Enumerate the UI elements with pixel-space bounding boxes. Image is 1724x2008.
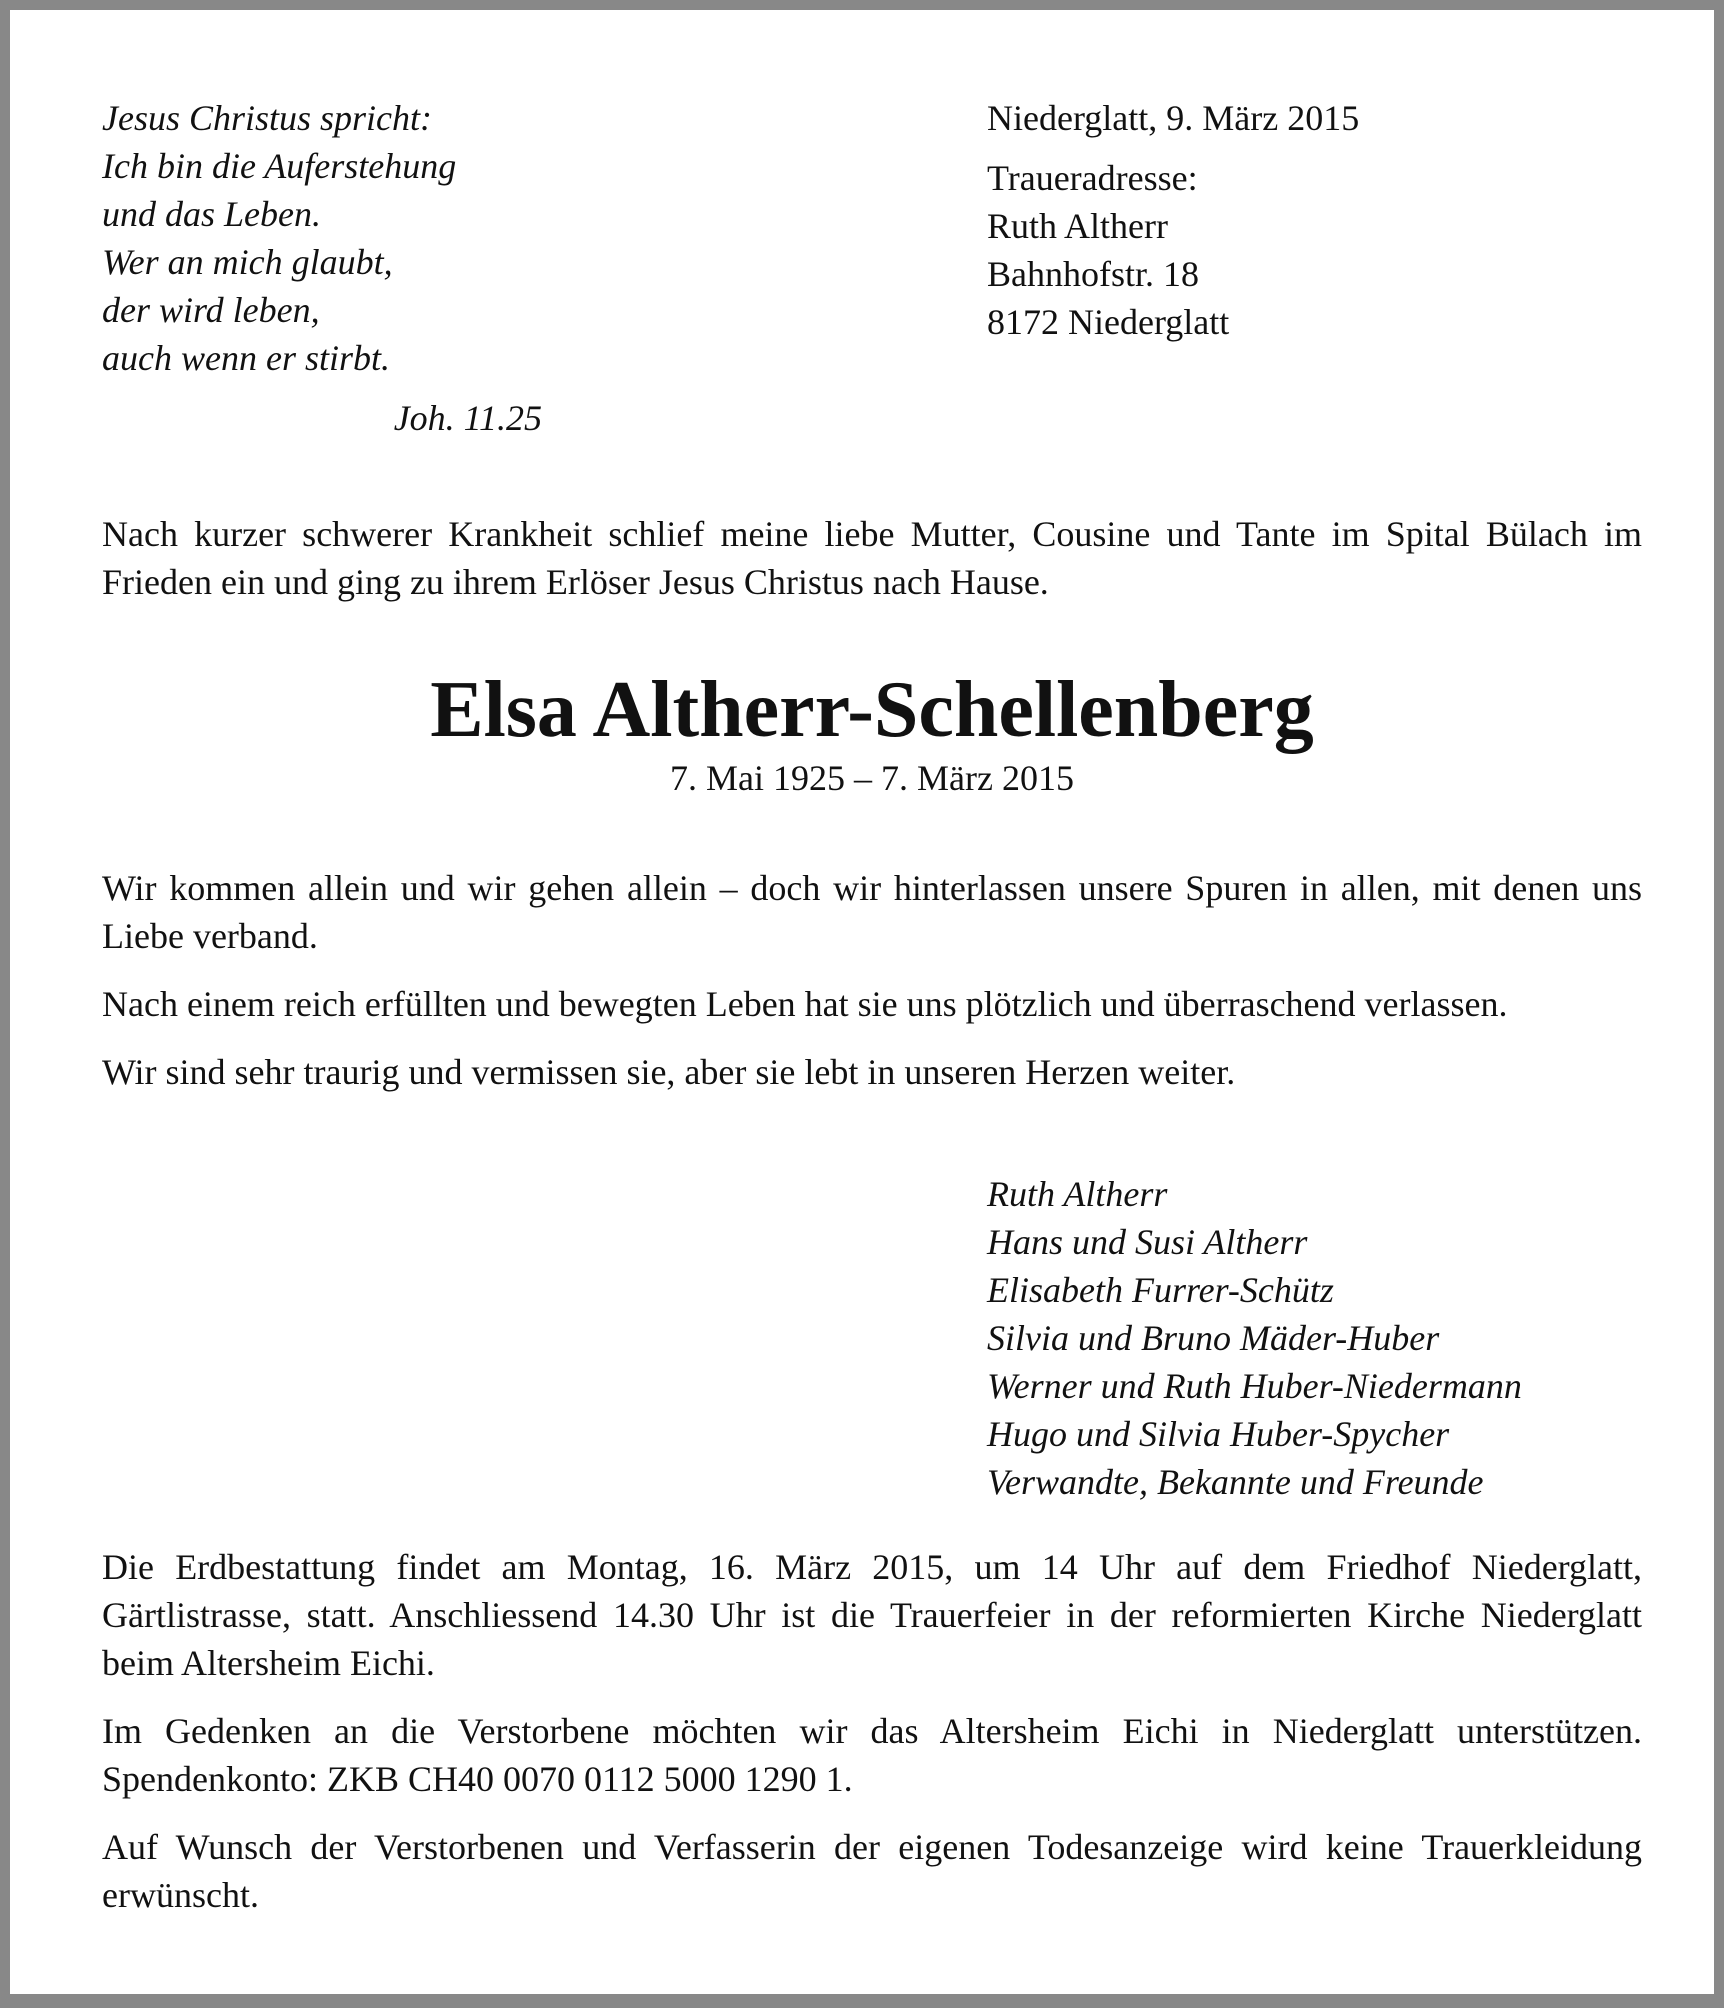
place-date: Niederglatt, 9. März 2015 <box>987 98 1360 138</box>
verse-line: und das Leben. <box>102 194 321 234</box>
mourner-name: Ruth Altherr <box>987 1174 1168 1214</box>
address-name: Ruth Altherr <box>987 206 1168 246</box>
bible-verse <box>102 94 542 442</box>
verse-line: Jesus Christus spricht: <box>102 98 433 138</box>
verse-reference: Joh. 11.25 <box>393 398 542 438</box>
mourners-list <box>987 1170 1522 1506</box>
intro-paragraph: Nach kurzer schwerer Krankheit schlief meine liebe Mutter, Cousine und Tante im Spital Bülach im Frieden ein und ging zu ihrem Erlöser Jesus Christus nach Hause. <box>102 514 1642 602</box>
mourning-address <box>987 94 1359 346</box>
mourner-name: Hans und Susi Altherr <box>987 1222 1308 1262</box>
closing-paragraphs <box>102 1543 1642 1939</box>
mourner-name: Verwandte, Bekannte und Freunde <box>987 1462 1484 1502</box>
mourner-name: Werner und Ruth Huber-Niedermann <box>987 1366 1522 1406</box>
verse-line: auch wenn er stirbt. <box>102 338 390 378</box>
body-paragraphs <box>102 864 1642 1116</box>
deceased-name: Elsa Altherr-Schellenberg <box>430 666 1314 754</box>
verse-line: der wird leben, <box>102 290 320 330</box>
body-paragraph: Wir kommen allein und wir gehen allein – doch wir hinterlassen unsere Spuren in allen, mit denen uns Liebe verband. <box>102 868 1642 956</box>
address-street: Bahnhofstr. 18 <box>987 254 1199 294</box>
address-label: Traueradresse: <box>987 158 1198 198</box>
body-paragraph: Wir sind sehr traurig und vermissen sie, aber sie lebt in unseren Herzen weiter. <box>102 1052 1236 1092</box>
donation-info: Im Gedenken an die Verstorbene möchten wir das Altersheim Eichi in Niederglatt unterstützen. Spendenkonto: ZKB CH40 0070 0112 5000 1290 1. <box>102 1711 1642 1799</box>
verse-line: Wer an mich glaubt, <box>102 242 393 282</box>
body-paragraph: Nach einem reich erfüllten und bewegten Leben hat sie uns plötzlich und überraschend verlassen. <box>102 984 1508 1024</box>
mourner-name: Hugo und Silvia Huber-Spycher <box>987 1414 1450 1454</box>
dress-note: Auf Wunsch der Verstorbenen und Verfasserin der eigenen Todesanzeige wird keine Trauerkleidung erwünscht. <box>102 1827 1642 1915</box>
verse-line: Ich bin die Auferstehung <box>102 146 457 186</box>
life-dates: 7. Mai 1925 – 7. März 2015 <box>670 758 1074 798</box>
mourner-name: Elisabeth Furrer-Schütz <box>987 1270 1334 1310</box>
funeral-info: Die Erdbestattung findet am Montag, 16. März 2015, um 14 Uhr auf dem Friedhof Niederglatt, Gärtlistrasse, statt. Anschliessend 14.30 Uhr ist die Trauerfeier in der reformierten Kirche Niederglatt beim Altersheim Eichi. <box>102 1547 1642 1683</box>
mourner-name: Silvia und Bruno Mäder-Huber <box>987 1318 1440 1358</box>
header-block <box>102 94 1642 454</box>
address-city: 8172 Niederglatt <box>987 302 1230 342</box>
